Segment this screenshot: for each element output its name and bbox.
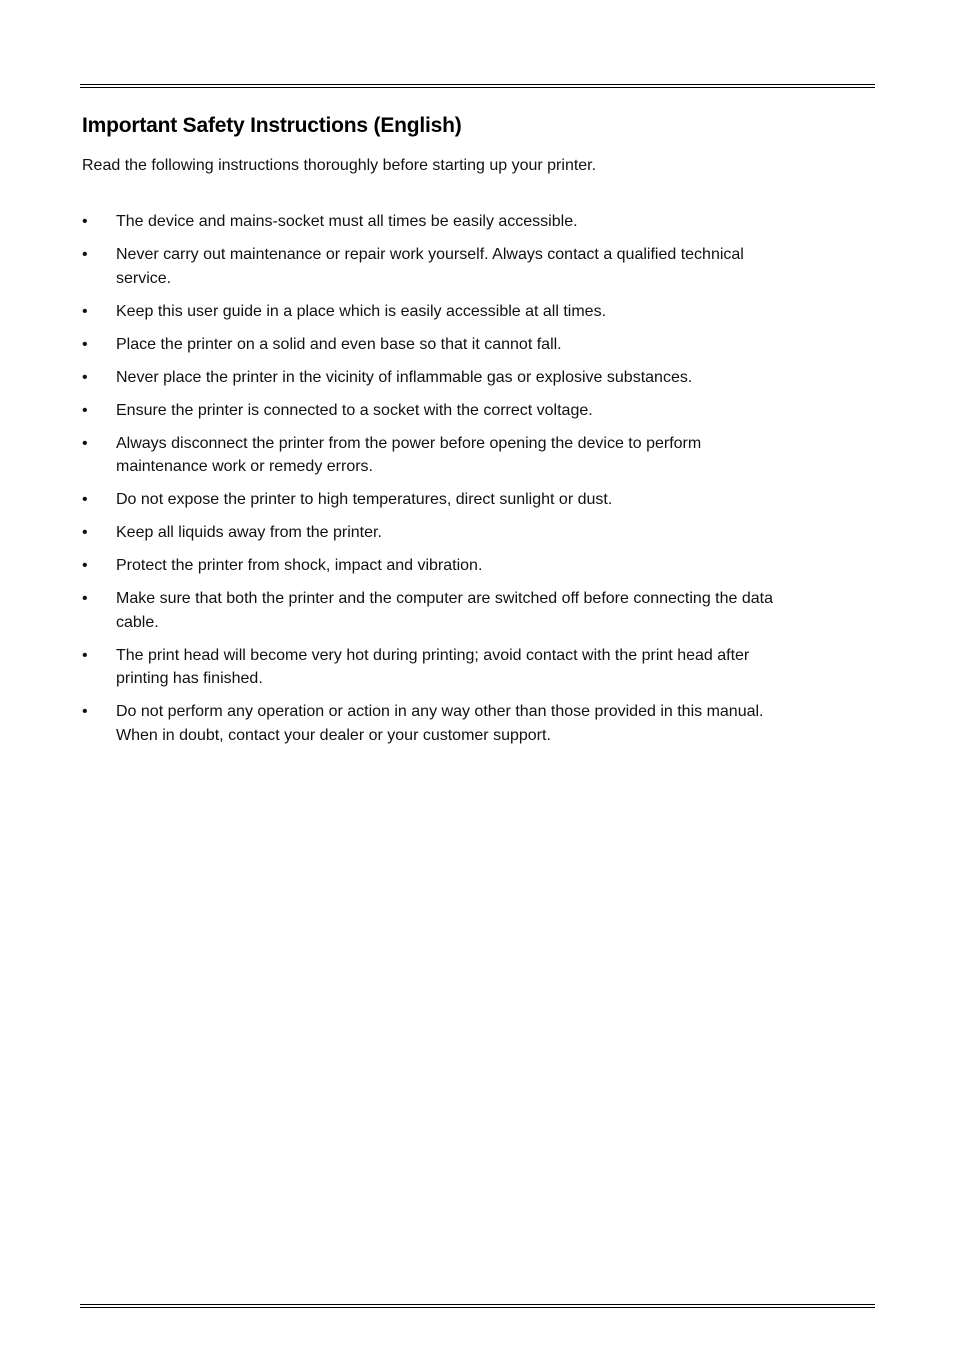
list-item [82,300,872,324]
instruction-text-line: When in doubt, contact your dealer or your customer support. [116,726,551,744]
instruction-text-line: The device and mains-socket must all times be easily accessible. [116,213,578,230]
instruction-text-line: Keep this user guide in a place which is easily accessible at all times. [116,302,607,320]
list-item [82,210,872,234]
bullet-icon: • [82,213,88,230]
bullet-icon: • [82,557,88,574]
bullet-icon: • [82,335,88,353]
list-item [82,488,872,512]
instruction-text-line: Do not perform any operation or action in any way other than those provided in this manual. [116,703,764,720]
instruction-text-line: Place the printer on a solid and even base so that it cannot fall. [116,335,562,353]
list-item [82,644,872,691]
instruction-text-line: service. [116,269,172,287]
bullet-icon: • [82,590,88,607]
bullet-icon: • [82,246,88,263]
instruction-text-line: Never place the printer in the vicinity of inflammable gas or explosive substances. [116,368,693,386]
list-item [82,554,872,578]
bullet-icon: • [82,703,88,720]
footer-rule [80,1304,875,1308]
list-item [82,366,872,390]
instruction-text-line: printing has finished. [116,670,263,687]
instruction-text-line: Make sure that both the printer and the computer are switched off before connecting the data [116,590,773,607]
list-item [82,243,872,290]
header-rule [80,84,875,88]
instruction-text-line: The print head will become very hot during printing; avoid contact with the print head after [116,646,750,664]
instruction-text-line: Ensure the printer is connected to a socket with the correct voltage. [116,401,593,419]
bullet-icon: • [82,434,88,452]
instruction-text-line: Protect the printer from shock, impact and vibration. [116,557,483,574]
list-item [82,432,872,479]
instruction-text-line: cable. [116,613,159,631]
bullet-icon: • [82,524,88,541]
bullet-icon: • [82,401,88,419]
instruction-text-line: maintenance work or remedy errors. [116,458,373,475]
bullet-icon: • [82,302,88,320]
list-item [82,521,872,545]
instruction-text-line: Never carry out maintenance or repair work yourself. Always contact a qualified technical [116,246,744,263]
list-item [82,333,872,357]
instruction-text-line: Do not expose the printer to high temperatures, direct sunlight or dust. [116,491,613,508]
bullet-icon: • [82,646,88,664]
bullet-icon: • [82,368,88,386]
intro-paragraph: Read the following instructions thoroughly before starting up your printer. [82,157,597,174]
list-item [82,399,872,423]
instruction-text-line: Keep all liquids away from the printer. [116,524,382,541]
list-item [82,700,872,747]
page-title: Important Safety Instructions (English) [82,114,462,137]
list-item [82,587,872,634]
bullet-icon: • [82,491,88,508]
instruction-text-line: Always disconnect the printer from the power before opening the device to perform [116,434,702,452]
safety-instructions-list [82,210,872,757]
